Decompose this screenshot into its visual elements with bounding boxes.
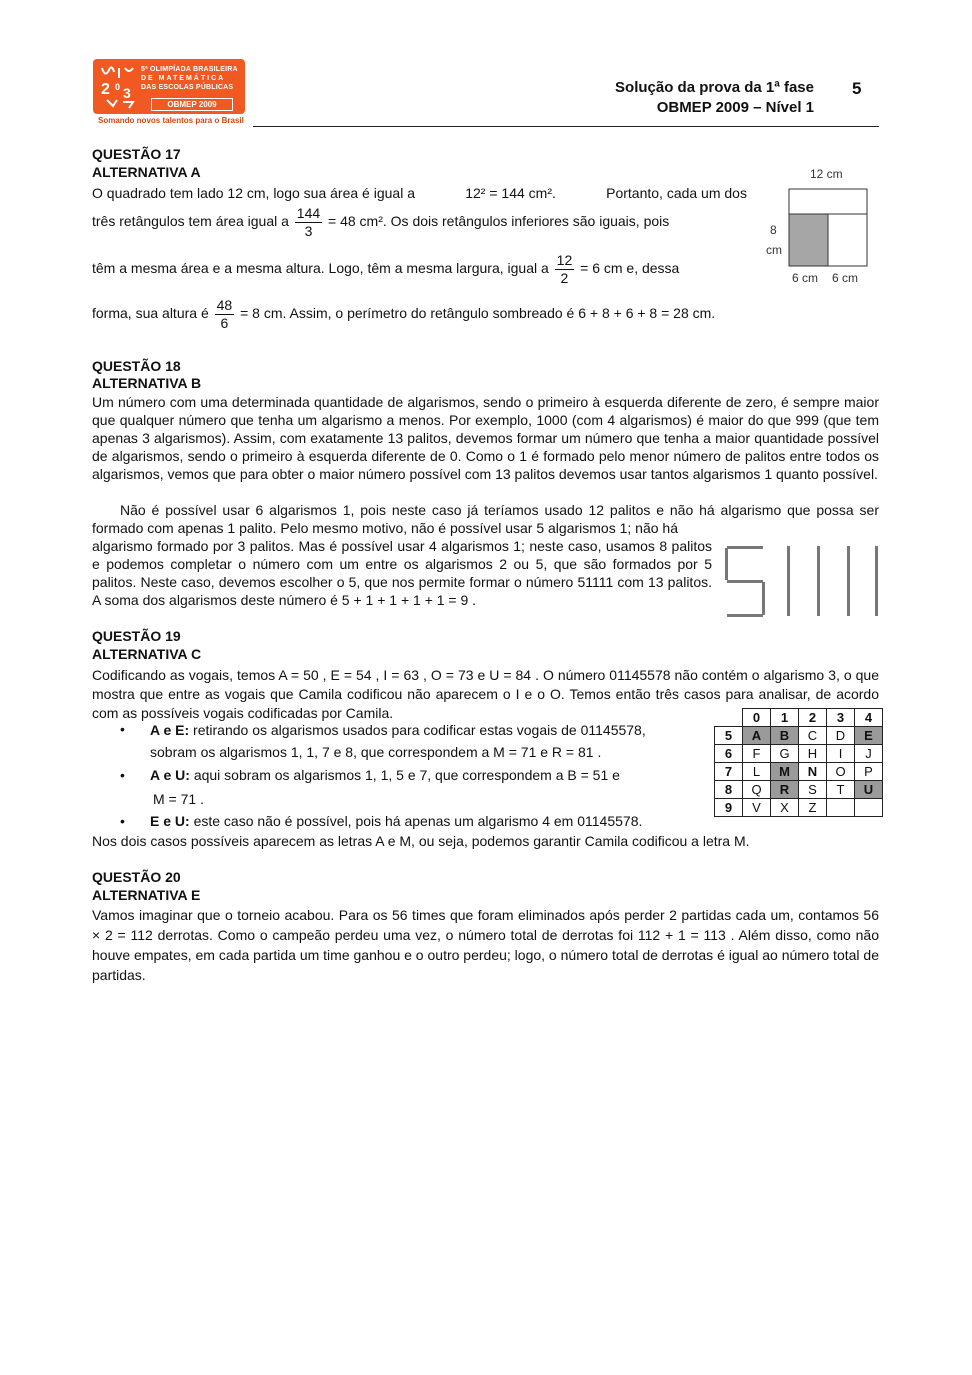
table-cell xyxy=(827,799,855,817)
matchstick xyxy=(847,546,850,616)
obmep-logo xyxy=(93,59,245,114)
q17-l1a: O quadrado tem lado 12 cm, logo sua área é igual a xyxy=(92,185,415,201)
fig-top-label: 12 cm xyxy=(810,167,843,181)
row-header-cell: 8 xyxy=(715,781,743,799)
q18-paragraph-1: Um número com uma determinada quantidade de algarismos, sendo o primeiro à esquerda diferente de zero, é sempre maior que qualquer número que tenha um algarismo a menos. Por exemplo, 1000 (com 4 algarismos) é maior do que 999 (que tem apenas 3 algarismos). Assim, com exatamente 13 palitos, devemos formar um número que tenha a maior quantidade possível de algarismos, sendo o primeiro à esquerda diferente de 0. Como o 1 é formado pelo menor número de palitos entre todos os algarismos, vemos que para obter o maior número possível com 13 palitos devemos usar tantos algarismos 1 quanto possível. xyxy=(92,394,879,482)
table-cell: F xyxy=(743,745,771,763)
table-cell: N xyxy=(799,763,827,781)
frac-den: 6 xyxy=(220,315,229,331)
table-cell: Z xyxy=(799,799,827,817)
table-header-cell xyxy=(715,709,743,727)
table-cell: B xyxy=(771,727,799,745)
q17-l1b: 12² = 144 cm². xyxy=(465,185,556,201)
table-row xyxy=(715,763,883,781)
q20-title: QUESTÃO 20 xyxy=(92,869,181,885)
table-cell: G xyxy=(771,745,799,763)
matchstick xyxy=(727,614,763,617)
document-title: Solução da prova da 1ª fase xyxy=(615,79,814,96)
q17-line-1 xyxy=(92,185,747,201)
table-cell xyxy=(855,799,883,817)
q17-l3b: = 6 cm e, dessa xyxy=(580,260,680,277)
q17-l2a: três retângulos tem área igual a xyxy=(92,213,289,230)
q17-line-3 xyxy=(92,252,747,287)
table-cell: J xyxy=(855,745,883,763)
page-number: 5 xyxy=(852,79,862,98)
table-row xyxy=(715,727,883,745)
table-cell: M xyxy=(771,763,799,781)
q19-case-eu xyxy=(150,813,642,829)
table-cell: O xyxy=(827,763,855,781)
q20-paragraph-1: Vamos imaginar que o torneio acabou. Para os 56 times que foram eliminados após perder 2 partidas cada um, contamos 56 × 2 = 112 derrotas. Como o campeão perdeu uma vez, o número total de derrotas foi 112 + 1 = 113 . Além disso, como não houve empates, em cada partida um time ganhou e o outro perdeu; logo, o número total de derrotas é igual ao número total de partidas. xyxy=(92,907,879,983)
fig-bottom-label-1: 6 cm xyxy=(792,271,819,285)
logo-line-3: DAS ESCOLAS PÚBLICAS xyxy=(141,84,234,91)
frac-num: 48 xyxy=(216,297,233,313)
table-header-cell: 3 xyxy=(827,709,855,727)
square-figure xyxy=(788,188,870,268)
table-cell: A xyxy=(743,727,771,745)
table-cell: S xyxy=(799,781,827,799)
table-cell: T xyxy=(827,781,855,799)
q19-conclusion: Nos dois casos possíveis aparecem as letras A e M, ou seja, podemos garantir Camila codificou a letra M. xyxy=(92,833,750,849)
table-cell: E xyxy=(855,727,883,745)
q19-case-au xyxy=(150,767,620,783)
row-header-cell: 9 xyxy=(715,799,743,817)
matchstick xyxy=(875,546,878,616)
case-ae-text: retirando os algarismos usados para codificar estas vogais de 01145578, xyxy=(193,722,646,738)
table-cell: D xyxy=(827,727,855,745)
q18-paragraph-2b: algarismo formado por 3 palitos. Mas é possível usar 4 algarismos 1; neste caso, usamos 8 palitos e podemos completar o número com um entre os algarismos 2 ou 5, que são formados por 5 palitos. Neste caso, devemos escolher o 5, que nos permite formar o número 51111 com 13 palitos. A soma dos algarismos deste número é 5 + 1 + 1 + 1 + 1 = 9 . xyxy=(92,538,712,608)
q19-paragraph-1: Codificando as vogais, temos A = 50 , E = 54 , I = 63 , O = 73 e U = 84 . O número 01145578 não contém o algarismo 3, o que mostra que entre as vogais que Camila codificou não aparecem o I e o O. Temos então três casos para analisar, de acordo com as possíveis vogais codificadas por Camila. xyxy=(92,667,879,721)
matchstick xyxy=(787,546,790,616)
case-eu-text: este caso não é possível, pois há apenas um algarismo 4 em 01145578. xyxy=(193,813,643,829)
q18-title: QUESTÃO 18 xyxy=(92,358,181,374)
table-cell: I xyxy=(827,745,855,763)
q17-line-2 xyxy=(92,205,747,240)
matchstick xyxy=(727,546,763,549)
frac-den: 2 xyxy=(560,270,569,286)
q20-answer: ALTERNATIVA E xyxy=(92,887,201,903)
q19-answer: ALTERNATIVA C xyxy=(92,646,202,662)
q19-case-ae-line2: sobram os algarismos 1, 1, 7 e 8, que correspondem a M = 71 e R = 81 . xyxy=(150,744,602,760)
q19-case-ae xyxy=(150,722,646,738)
bullet-icon: • xyxy=(120,813,125,829)
table-cell: R xyxy=(771,781,799,799)
case-au-label: A e U: xyxy=(150,767,190,783)
fraction-144-3 xyxy=(295,205,322,240)
table-cell: L xyxy=(743,763,771,781)
frac-num: 12 xyxy=(556,252,573,268)
svg-text:3: 3 xyxy=(123,85,131,101)
matchstick xyxy=(817,546,820,616)
table-cell: U xyxy=(855,781,883,799)
svg-text:2: 2 xyxy=(101,81,110,98)
table-cell: H xyxy=(799,745,827,763)
frac-num: 144 xyxy=(296,205,321,221)
svg-text:0: 0 xyxy=(115,82,121,92)
case-eu-label: E e U: xyxy=(150,813,190,829)
q17-l3a: têm a mesma área e a mesma altura. Logo, têm a mesma largura, igual a xyxy=(92,260,549,277)
q19-title: QUESTÃO 19 xyxy=(92,628,181,644)
case-ae-label: A e E: xyxy=(150,722,190,738)
q17-line-4 xyxy=(92,297,715,332)
document-subtitle: OBMEP 2009 – Nível 1 xyxy=(656,99,814,116)
table-cell: V xyxy=(743,799,771,817)
row-header-cell: 6 xyxy=(715,745,743,763)
table-cell: X xyxy=(771,799,799,817)
bullet-icon: • xyxy=(120,721,125,737)
q17-title: QUESTÃO 17 xyxy=(92,146,181,162)
table-row xyxy=(715,781,883,799)
q18-paragraph-2a: Não é possível usar 6 algarismos 1, pois neste caso já teríamos usado 12 palitos e não há algarismo que possa ser formado com apenas 1 palito. Pelo mesmo motivo, não é possível usar 5 algarismos 1; não há xyxy=(92,502,879,536)
row-header-cell: 5 xyxy=(715,727,743,745)
q17-answer: ALTERNATIVA A xyxy=(92,164,201,180)
logo-slogan: Somando novos talentos para o Brasil xyxy=(98,116,244,125)
table-cell: P xyxy=(855,763,883,781)
matchstick xyxy=(727,580,763,583)
q19-case-au-line2: M = 71 . xyxy=(153,791,204,807)
table-row xyxy=(715,745,883,763)
case-au-text: aqui sobram os algarismos 1, 1, 5 e 7, que correspondem a B = 51 e xyxy=(193,767,620,783)
letter-code-table xyxy=(714,708,883,817)
table-header-cell: 4 xyxy=(855,709,883,727)
fig-left-label-unit: cm xyxy=(766,243,782,257)
table-header-cell: 1 xyxy=(771,709,799,727)
shaded-rectangle xyxy=(789,214,828,266)
logo-text xyxy=(141,65,241,92)
q17-l2b: = 48 cm². Os dois retângulos inferiores são iguais, pois xyxy=(328,213,670,230)
bullet-icon: • xyxy=(120,767,125,783)
table-cell: Q xyxy=(743,781,771,799)
header-divider xyxy=(253,126,879,127)
matchstick xyxy=(762,582,765,615)
table-row xyxy=(715,799,883,817)
logo-year: OBMEP 2009 xyxy=(151,98,233,111)
row-header-cell: 7 xyxy=(715,763,743,781)
table-cell: C xyxy=(799,727,827,745)
frac-den: 3 xyxy=(304,223,313,239)
q17-l1c: Portanto, cada um dos xyxy=(606,185,747,201)
q17-l4b: = 8 cm. Assim, o perímetro do retângulo sombreado é 6 + 8 + 6 + 8 = 28 cm. xyxy=(240,305,716,322)
fig-left-label-number: 8 xyxy=(770,223,777,237)
table-header-cell: 2 xyxy=(799,709,827,727)
obmep-emblem-icon xyxy=(99,64,139,110)
logo-line-1: 5ª OLIMPÍADA BRASILEIRA xyxy=(141,66,238,73)
fraction-12-2 xyxy=(555,252,575,287)
fraction-48-6 xyxy=(215,297,235,332)
table-header-row xyxy=(715,709,883,727)
q18-answer: ALTERNATIVA B xyxy=(92,375,202,391)
fig-bottom-label-2: 6 cm xyxy=(832,271,859,285)
matchstick xyxy=(725,548,728,580)
q17-l4a: forma, sua altura é xyxy=(92,305,209,322)
table-header-cell: 0 xyxy=(743,709,771,727)
logo-line-2: DE MATEMÁTICA xyxy=(141,75,226,82)
